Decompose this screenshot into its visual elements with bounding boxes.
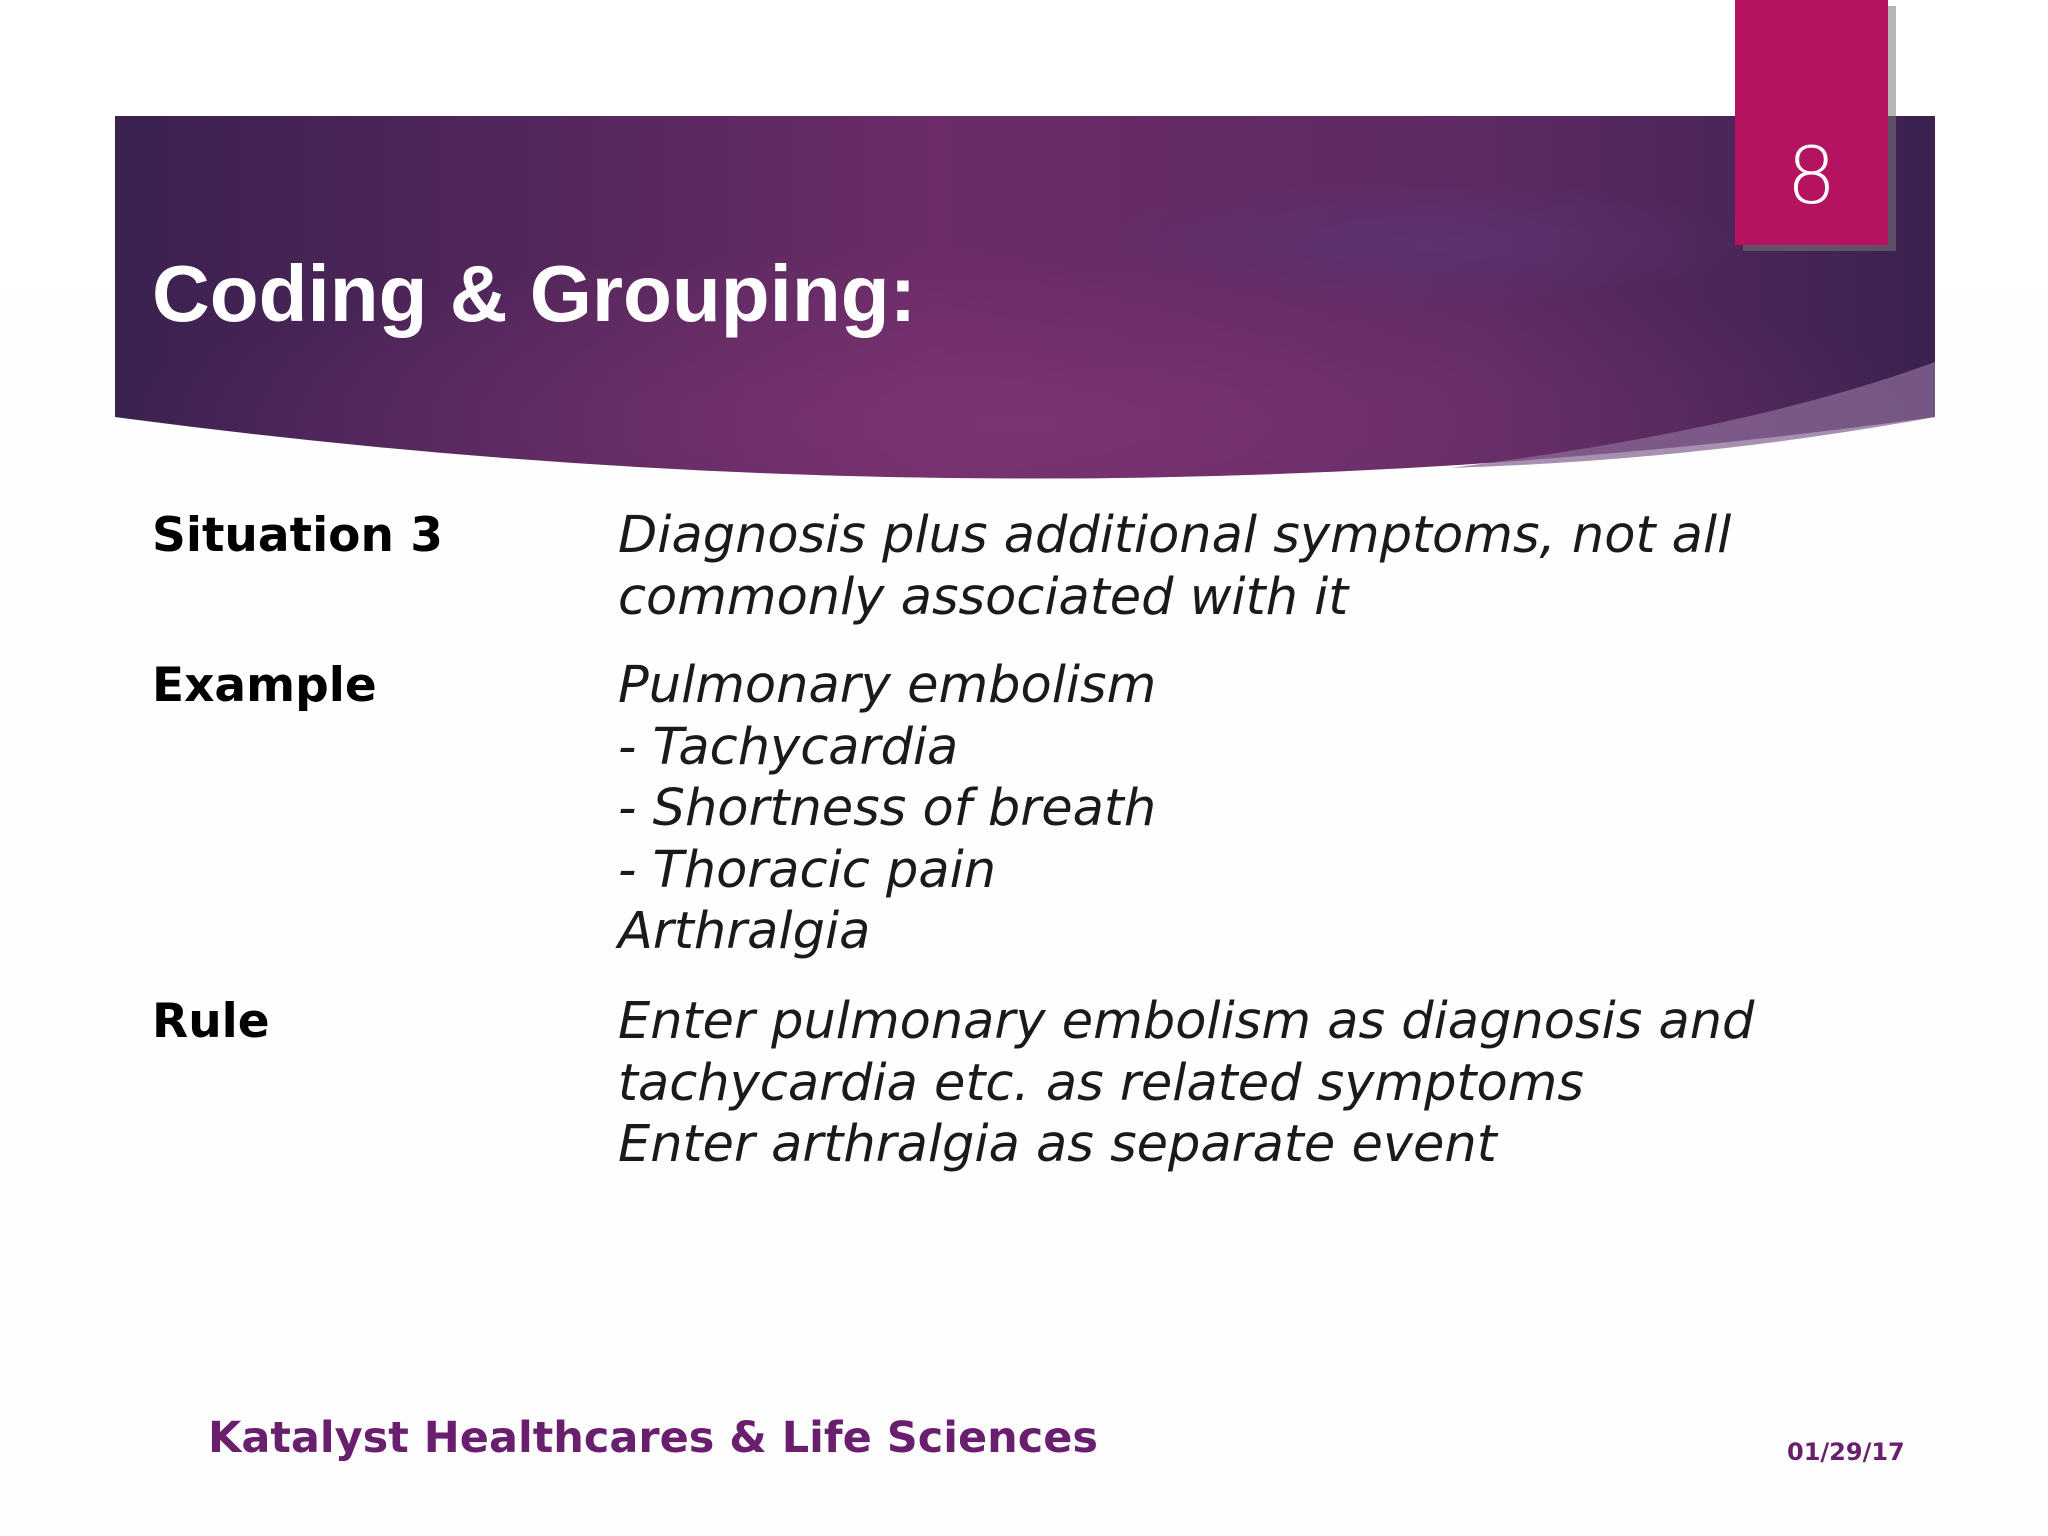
situation-text <box>618 505 1731 628</box>
rule-line: Enter pulmonary embolism as diagnosis and <box>618 992 1755 1051</box>
example-line: - Shortness of breath <box>618 779 1157 838</box>
situation-label: Situation 3 <box>152 508 443 563</box>
example-line: - Tachycardia <box>618 717 959 777</box>
page-number-tab <box>1735 0 1888 245</box>
rule-line: Enter arthralgia as separate event <box>618 1115 1497 1174</box>
footer-date: 01/29/17 <box>1787 1438 1905 1466</box>
rule-text <box>618 991 1754 1176</box>
situation-line: Diagnosis plus additional symptoms, not all <box>618 506 1732 565</box>
rule-label: Rule <box>152 994 270 1049</box>
example-text <box>618 655 1156 963</box>
example-line: Arthralgia <box>618 902 871 961</box>
situation-line: commonly associated with it <box>618 567 1349 627</box>
footer-company-name: Katalyst Healthcares & Life Sciences <box>208 1413 1098 1463</box>
example-label: Example <box>152 658 377 713</box>
page-number: 8 <box>1786 132 1837 222</box>
example-line: - Thoracic pain <box>618 840 997 900</box>
rule-line: tachycardia etc. as related symptoms <box>618 1053 1584 1113</box>
slide-title: Coding & Grouping: <box>152 249 917 338</box>
example-line: Pulmonary embolism <box>618 656 1157 715</box>
